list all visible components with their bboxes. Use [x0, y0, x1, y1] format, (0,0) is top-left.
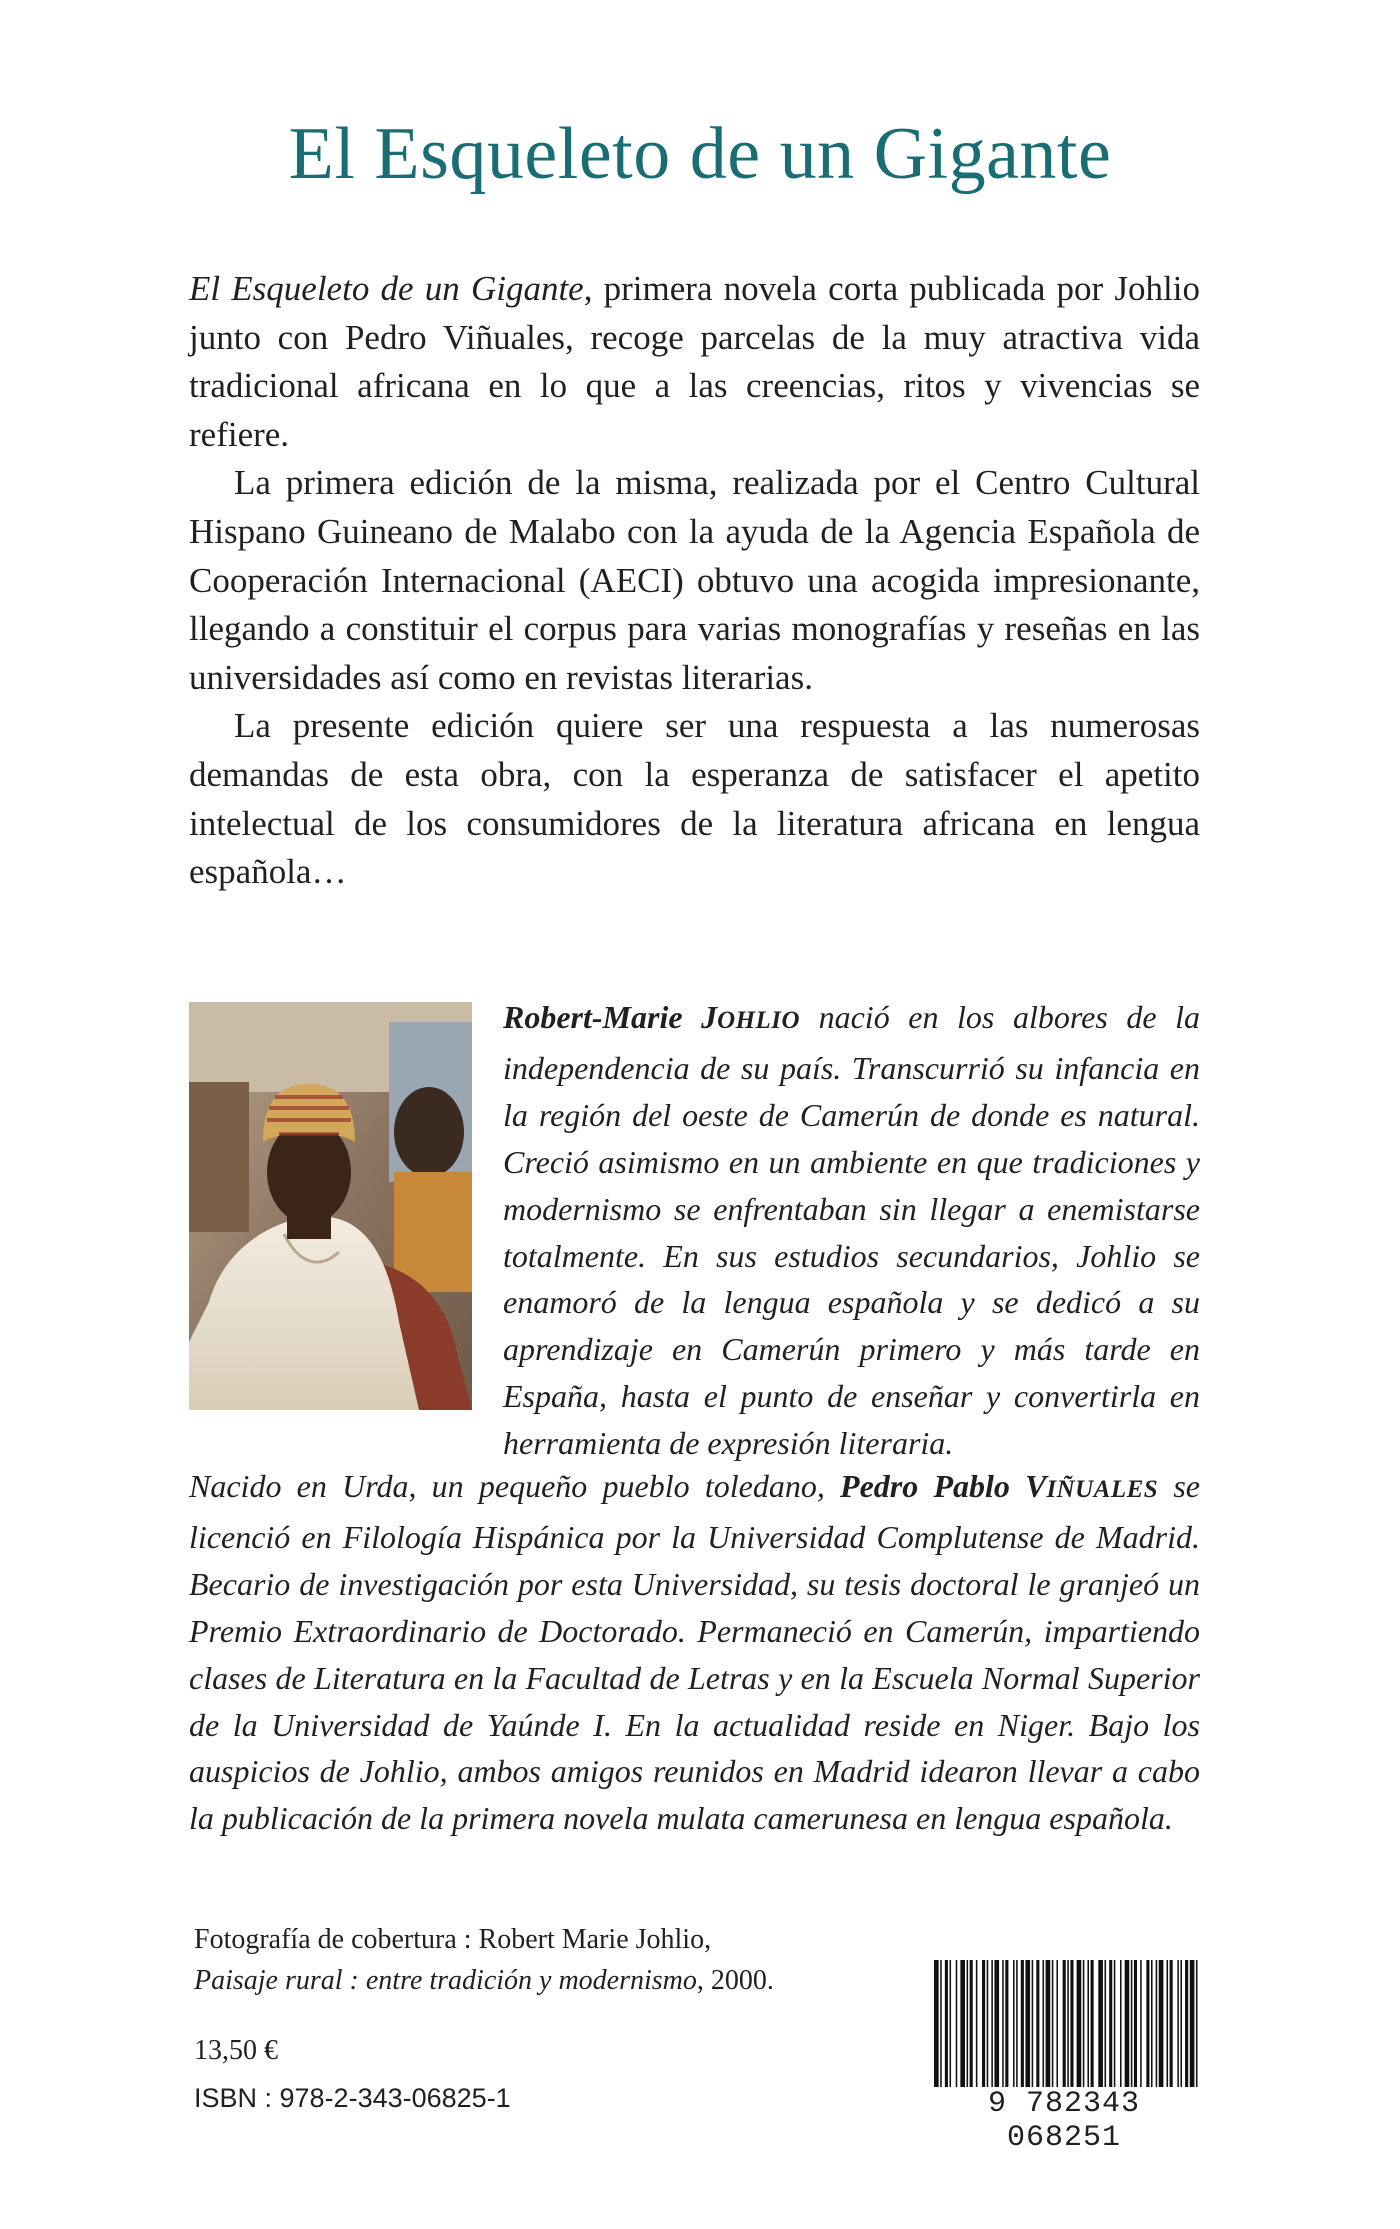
synopsis [189, 265, 1200, 897]
synopsis-paragraph-2: La primera edición de la misma, realizada por el Centro Cultural Hispano Guineano de Malabo con la ayuda de la Agencia Española de Cooperación Internacional (AECI) obtuvo una acogida impresionante, llegando a constituir el corpus para varias monografías y reseñas en las universidades así como en revistas literarias. [189, 463, 1200, 697]
author-name-vinuales [840, 1468, 1158, 1504]
price: 13,50 € [194, 2035, 278, 2066]
author-photo [189, 1002, 472, 1410]
photo-credit [194, 1919, 774, 2001]
author2-bio-before: Nacido en Urda, un pequeño pueblo toledano, [189, 1468, 841, 1504]
photo-credit-line-2 [194, 1960, 774, 2001]
synopsis-book-title: El Esqueleto de un Gigante [189, 269, 584, 308]
author-surname-initial: J [701, 999, 718, 1035]
author-bio-johlio [503, 994, 1200, 1467]
author2-bio-after: se licenció en Filología Hispánica por la Universidad Complutense de Madrid. Becario de investigación por esta Universidad, su tesis doctoral le granjeó un Premio Extraordinario de Doctorado. Permaneció en Camerún, impartiendo clases de Literatura en la Facultad de Letras y en la Escuela Normal Superior de la Universidad de Yaúnde I. En la actualidad reside en Niger. Bajo los auspicios de Johlio, ambos amigos reunidos en Madrid idearon llevar a cabo la publicación de la primera novela mulata camerunesa en lengua española. [189, 1468, 1200, 1837]
author-first-name: Robert-Marie [503, 999, 702, 1035]
author2-surname-rest: IÑUALES [1046, 1476, 1159, 1503]
photo-credit-line-1: Fotografía de cobertura : Robert Marie Johlio, [194, 1924, 712, 1955]
synopsis-paragraph-3: La presente edición quiere ser una respuesta a las numerosas demandas de esta obra, con la esperanza de satisfacer el apetito intelectual de los consumidores de la literatura africana en lengua española… [189, 706, 1200, 892]
synopsis-text-1: , primera novela corta publicada por Johlio junto con Pedro Viñuales, recoge parcelas de la muy atractiva vida tradicional africana en lo que a las creencias, ritos y vivencias se refiere. [189, 269, 1200, 454]
author2-first-name: Pedro Pablo [840, 1468, 1026, 1504]
photo-credit-work-title: Paisaje rural : entre tradición y modernismo [194, 1965, 697, 1996]
author2-surname-initial: V [1025, 1468, 1047, 1504]
synopsis-paragraph-1 [189, 265, 1200, 459]
book-title: El Esqueleto de un Gigante [288, 113, 1112, 195]
isbn: ISBN : 978-2-343-06825-1 [194, 2083, 511, 2113]
author-bio-text: nació en los albores de la independencia de su país. Transcurrió su infancia en la región del oeste de Camerún de donde es natural. Creció asimismo en un ambiente en que tradiciones y modernismo se enfrentaban sin llegar a enemistarse totalmente. En sus estudios secundarios, Johlio se enamoró de la lengua española y se dedicó a su aprendizaje en Camerún primero y más tarde en España, hasta el punto de enseñar y convertirla en herramienta de expresión literaria. [503, 999, 1201, 1462]
photo-credit-year: , 2000. [696, 1965, 774, 1996]
author-surname-rest: OHLIO [717, 1007, 801, 1034]
author-name-johlio [503, 999, 800, 1035]
author-bio-vinuales [189, 1463, 1200, 1842]
barcode-digits: 9 782343 068251 [928, 2087, 1200, 2155]
